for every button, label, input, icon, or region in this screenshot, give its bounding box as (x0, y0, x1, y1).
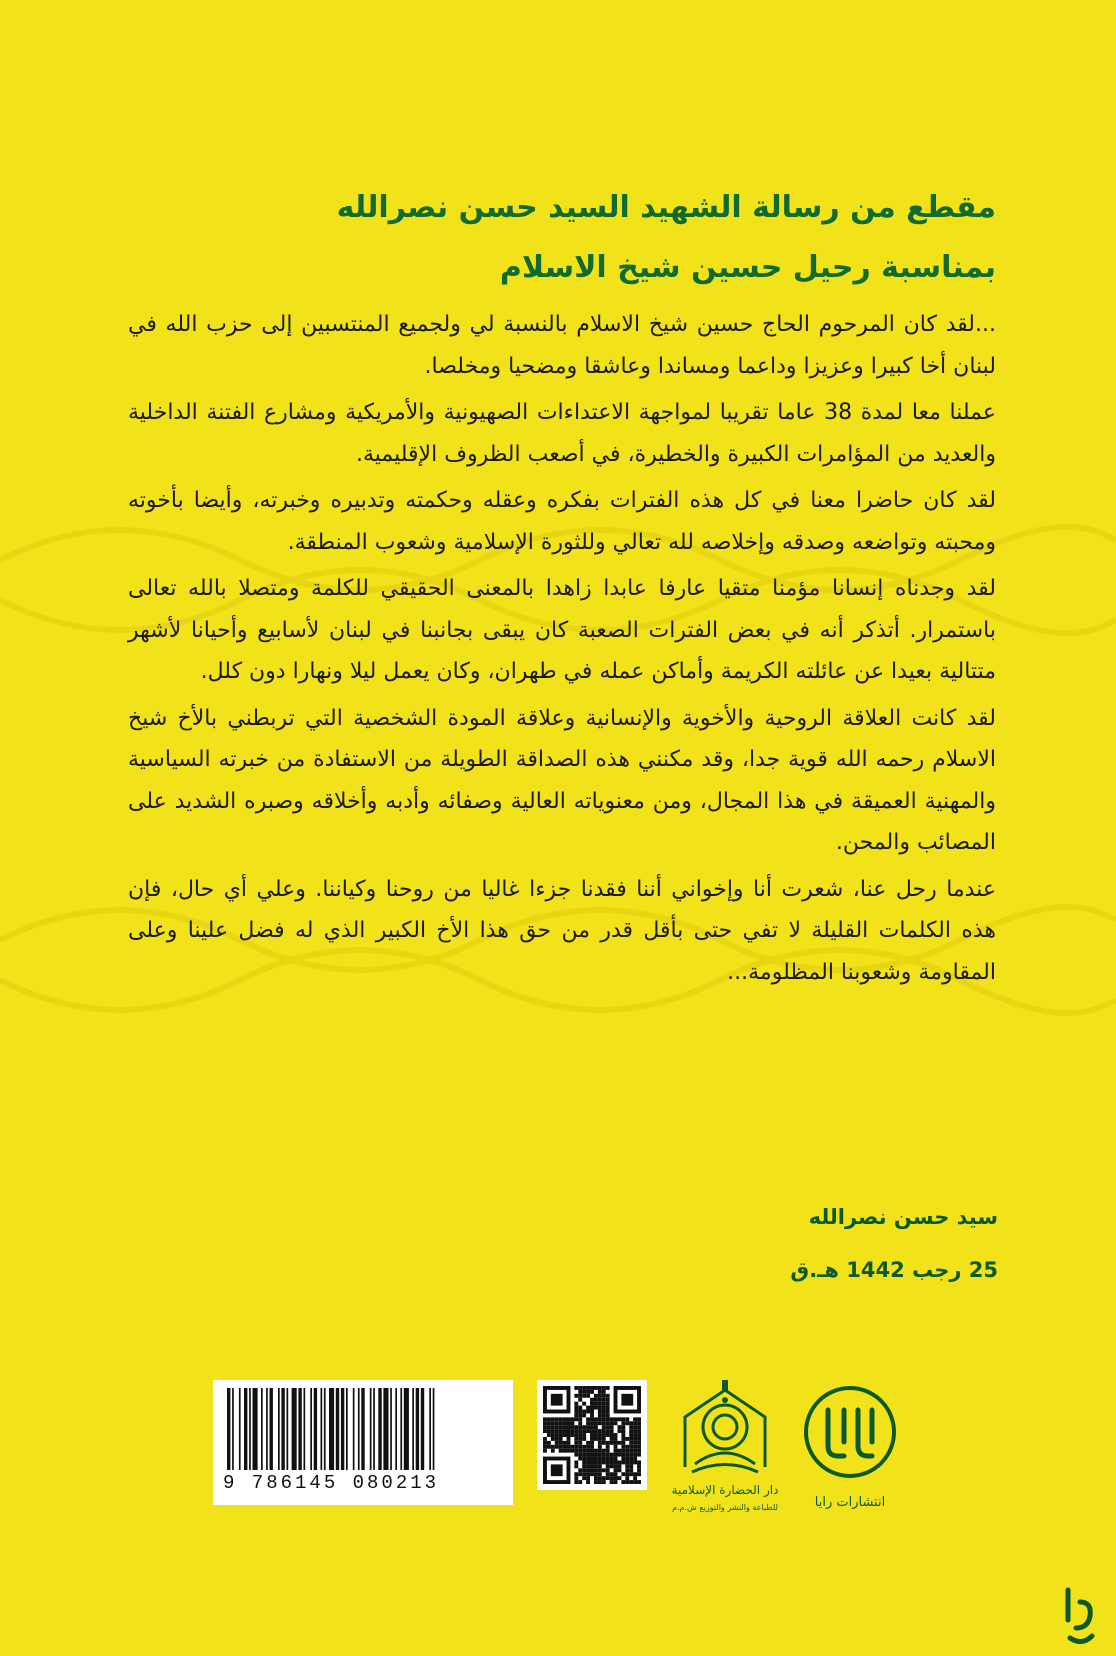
publisher-name: دار الحضارة الإسلامية (671, 1483, 779, 1497)
paragraph: ...لقد كان المرحوم الحاج حسين شيخ الاسلام بالنسبة لي ولجميع المنتسبين إلى حزب الله في لبنان أخا كبيرا وعزيزا وداعما ومساندا وعاشقا ومضحيا ومخلصا. (128, 312, 996, 379)
date: 25 رجب 1442 هـ.ق (790, 1258, 998, 1282)
paragraph: لقد كانت العلاقة الروحية والأخوية والإنسانية وعلاقة المودة الشخصية التي تربطني بالأخ شيخ الاسلام رحمه الله قوية جدا، وقد مكنني هذه الصداقة الطويلة من الاستفادة من خبرته السياسية والمهنية العميقة في هذا المجال، ومن معنوياته العالية وصفائه وأدبه وأخلاقه وصبره الشديد على المصائب والمحن. (128, 705, 996, 855)
paragraph: عندما رحل عنا، شعرت أنا وإخواني أننا فقدنا جزءا غاليا من روحنا وكياننا. وعلي أي حال، فإن هذه الكلمات القليلة لا تفي حتى بأقل قدر من حق هذا الأخ الكبير الذي له فضل علينا وعلى المقاومة وشعوبنا المظلومة... (128, 876, 996, 985)
paragraph: عملنا معا لمدة 38 عاما تقريبا لمواجهة الاعتداءات الصهيونية والأمريكية ومشارع الفتنة الداخلية والعديد من المؤامرات الكبيرة والخطيرة، في أصعب الظروف الإقليمية. (128, 400, 997, 467)
qr-code-icon (543, 1386, 641, 1484)
corner-logo-mark (1060, 1580, 1100, 1650)
isbn-number: 9 786145 080213 (223, 1472, 440, 1494)
publisher-logo (670, 1372, 780, 1520)
imprint-name: انتشارات رايا (814, 1495, 886, 1510)
imprint-logo (800, 1380, 900, 1522)
title-line-1: مقطع من رسالة الشهيد السيد حسن نصرالله (336, 190, 996, 225)
paragraph: لقد وجدناه إنسانا مؤمنا متقيا عارفا عابدا زاهدا بالمعنى الحقيقي للكلمة ومتصلا بالله تعالى باستمرار. أتذكر أنه في بعض الفترات الصعبة كان يبقى بجانبنا في لبنان لأسابيع وأحيانا لأشهر متتالية بعيدا عن عائلته الكريمة وأماكن عمله في طهران، وكان يعمل ليلا ونهارا دون كلل. (128, 576, 996, 684)
paragraph: لقد كان حاضرا معنا في كل هذه الفترات بفكره وعقله وحكمته وتدبيره وخبرته، وأيضا بأخوته ومحبته وتواضعه وصدقه وإخلاصه لله تعالي وللثورة الإسلامية وشعوب المنطقة. (128, 488, 996, 555)
signature: سيد حسن نصرالله (808, 1205, 998, 1229)
title-line-2: بمناسبة رحيل حسين شيخ الاسلام (499, 250, 996, 285)
isbn-barcode (213, 1380, 513, 1505)
publisher-tagline: للطباعة والنشر والتوزيع ش.م.م (672, 1503, 778, 1512)
barcode-bars (223, 1388, 503, 1470)
qr-code (537, 1380, 647, 1490)
letter-excerpt (128, 304, 996, 993)
main-content (128, 178, 996, 998)
